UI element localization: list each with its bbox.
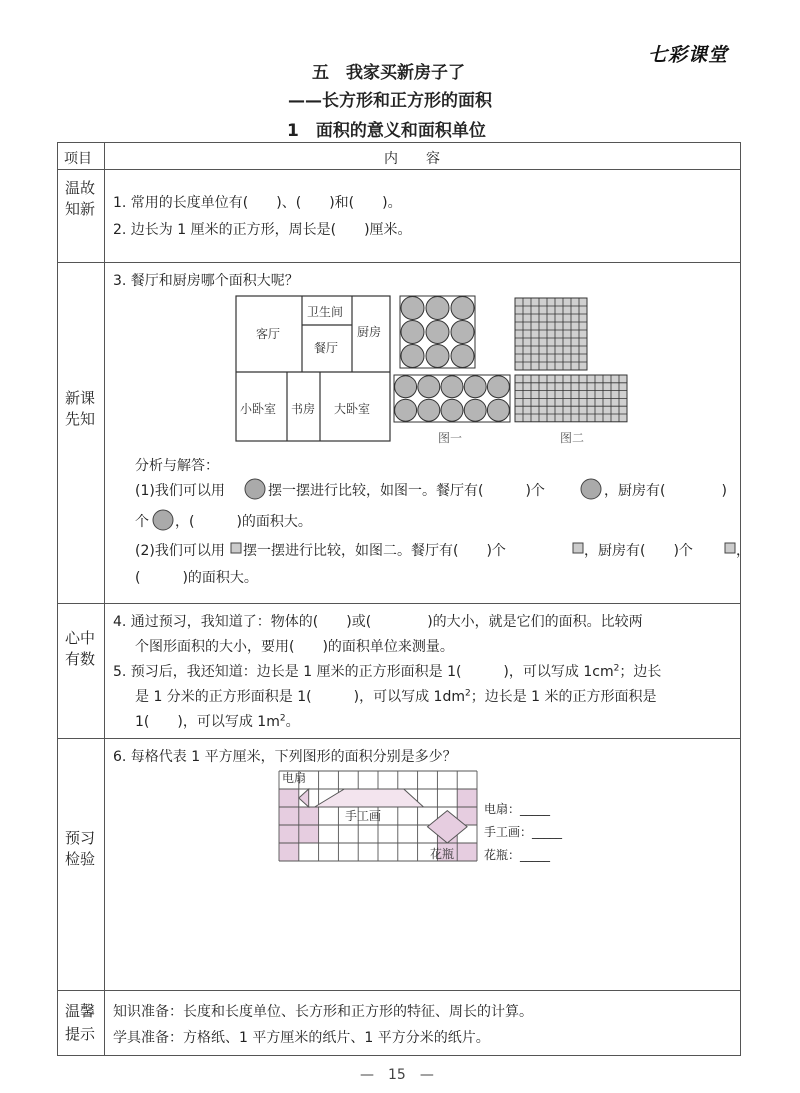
- answer-vase[interactable]: 花瓶：_____: [484, 848, 551, 862]
- header-item: 项目: [64, 151, 92, 167]
- circle-icon: [245, 479, 265, 499]
- fan-shape: [299, 789, 309, 807]
- question-6: 6. 每格代表 1 平方厘米，下列图形的面积分别是多少？: [113, 749, 457, 765]
- section-label-new-lesson: 新课先知: [64, 389, 95, 428]
- section-label-check: 预习检验: [64, 829, 95, 868]
- circle: [401, 321, 424, 344]
- circle: [395, 399, 417, 421]
- circle: [426, 297, 449, 320]
- fig2-caption: 图二: [560, 431, 585, 445]
- circle: [395, 376, 417, 398]
- question-5-line2: 是 1 分米的正方形面积是 1( )，可以写成 $1dm^2$；边长是 1 米的正方形面积是: [135, 688, 657, 705]
- unit-subtitle: ——长方形和正方形的面积: [288, 91, 492, 111]
- answer-painting[interactable]: 手工画：_____: [484, 825, 563, 839]
- circle: [418, 376, 440, 398]
- answer-2-b: 摆一摆进行比较，如图二。餐厅有( )个: [243, 543, 506, 559]
- analysis-title: 分析与解答：: [135, 458, 219, 474]
- circle: [487, 399, 509, 421]
- circle: [451, 345, 474, 368]
- question-2: 2. 边长为 1 厘米的正方形，周长是( )厘米。: [113, 222, 412, 238]
- tip-knowledge: 知识准备：长度和长度单位、长方形和正方形的特征、周长的计算。: [113, 1004, 533, 1020]
- brand-logo: 七彩课堂: [648, 44, 729, 66]
- answer-1-e: ，( )的面积大。: [175, 514, 312, 530]
- answer-1-d: 个: [135, 514, 149, 530]
- section-label-review: 温故知新: [64, 179, 95, 218]
- answer-2-c: ，厨房有( )个: [584, 543, 693, 559]
- room-kitchen: 厨房: [357, 325, 382, 339]
- circle: [441, 376, 463, 398]
- question-4-line2: 个图形面积的大小，要用( )的面积单位来测量。: [135, 639, 454, 655]
- answer-2-d: ，: [736, 543, 750, 559]
- question-5-line1: 5. 预习后，我还知道：边长是 1 厘米的正方形面积是 1( )，可以写成 $1cm^2$；边长: [113, 663, 662, 680]
- shaded-cell: [299, 825, 319, 843]
- lesson-title: 1 面积的意义和面积单位: [287, 121, 486, 141]
- square-icon: [573, 543, 583, 553]
- shaded-cell: [279, 789, 299, 807]
- tip-materials: 学具准备：方格纸、1 平方厘米的纸片、1 平方分米的纸片。: [113, 1030, 490, 1046]
- circle: [487, 376, 509, 398]
- answer-fan[interactable]: 电扇：_____: [484, 802, 551, 816]
- section-label-know: 心中有数: [64, 629, 95, 668]
- room-dining: 餐厅: [314, 341, 339, 355]
- room-small-bed: 小卧室: [240, 402, 277, 416]
- painting-shape: [315, 789, 424, 807]
- shaded-cell: [279, 807, 299, 825]
- circle: [418, 399, 440, 421]
- circle: [464, 399, 486, 421]
- circle-icon: [581, 479, 601, 499]
- circle: [401, 345, 424, 368]
- grid-frame: [515, 298, 587, 370]
- circle: [401, 297, 424, 320]
- fig1-dining-circles: [400, 296, 475, 368]
- fig2-kitchen-grid: [515, 375, 627, 422]
- page-number: — 15 —: [360, 1067, 434, 1083]
- circle: [426, 321, 449, 344]
- section-label-tips: 温馨提示: [64, 1002, 95, 1043]
- fig1-kitchen-circles: [394, 375, 510, 422]
- room-bath: 卫生间: [307, 305, 344, 319]
- shaded-cell: [279, 825, 299, 843]
- circle: [426, 345, 449, 368]
- question-1: 1. 常用的长度单位有( )、( )和( )。: [113, 195, 402, 211]
- square-icon: [725, 543, 735, 553]
- shaded-cell: [279, 843, 299, 861]
- label-fan: 电扇: [282, 771, 307, 785]
- answer-1-b: 摆一摆进行比较，如图一。餐厅有( )个: [268, 483, 545, 499]
- fig2-dining-grid: [515, 298, 587, 370]
- answer-1-c: ，厨房有( ): [604, 483, 727, 499]
- room-living: 客厅: [256, 327, 281, 341]
- answer-1-a: (1)我们可以用: [135, 483, 225, 499]
- header-content: 内 容: [384, 151, 440, 167]
- question-3: 3. 餐厅和厨房哪个面积大呢？: [113, 273, 299, 289]
- circle: [464, 376, 486, 398]
- shaded-cell: [299, 807, 319, 825]
- label-vase: 花瓶: [430, 847, 455, 861]
- answer-2-a: (2)我们可以用: [135, 543, 225, 559]
- question-4-line1: 4. 通过预习，我知道了：物体的( )或( )的大小，就是它们的面积。比较两: [113, 614, 643, 630]
- label-painting: 手工画: [345, 809, 382, 823]
- circle: [451, 297, 474, 320]
- room-study: 书房: [291, 402, 316, 416]
- shaded-cell: [457, 789, 477, 807]
- circle: [441, 399, 463, 421]
- circle-icon: [153, 510, 173, 530]
- unit-title: 五 我家买新房子了: [312, 63, 465, 83]
- circle: [451, 321, 474, 344]
- fig1-caption: 图一: [438, 431, 463, 445]
- answer-2-e: ( )的面积大。: [135, 570, 258, 586]
- question-5-line3: 1( )，可以写成 $1m^2$。: [135, 713, 300, 730]
- shaded-cell: [457, 843, 477, 861]
- room-big-bed: 大卧室: [334, 402, 371, 416]
- square-icon: [231, 543, 241, 553]
